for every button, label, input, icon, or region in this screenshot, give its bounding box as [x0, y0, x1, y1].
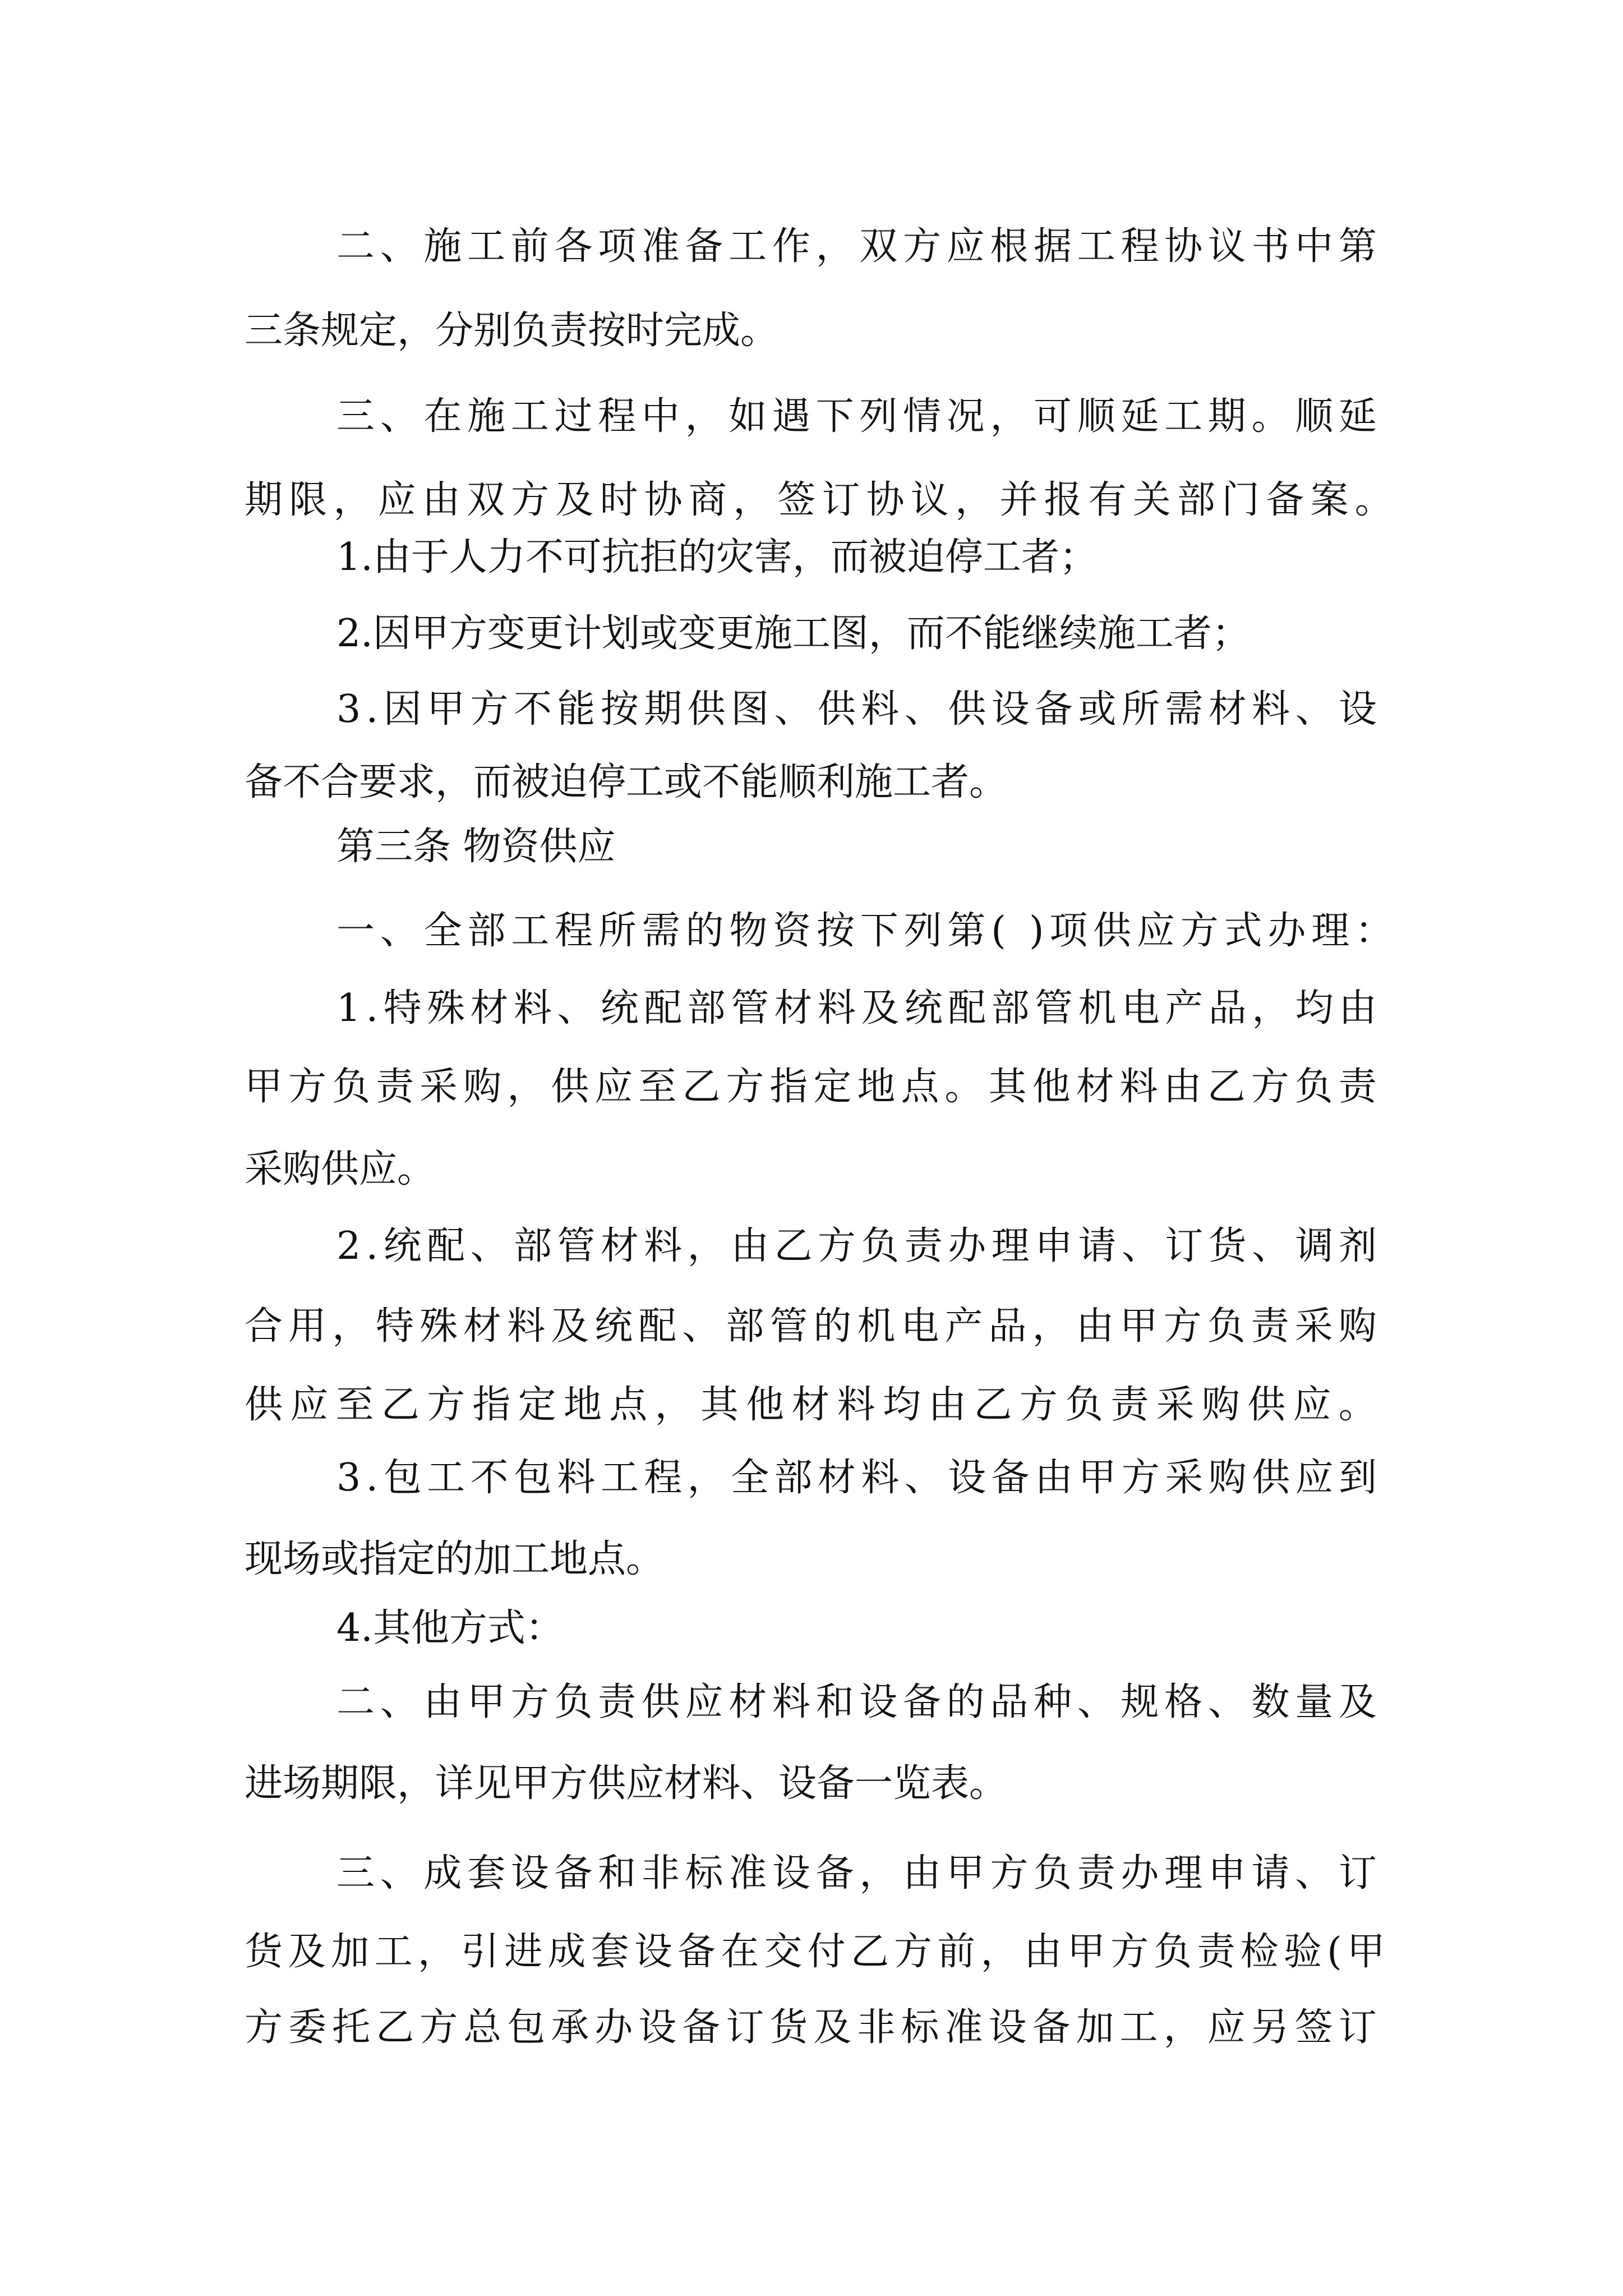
paragraph-line: 3 . 因 甲 方 不 能 按 期 供 图 、 供 料 、 供 设 备 或 所 需 材 料 、 设: [336, 687, 1377, 731]
paragraph-line: 方 委 托 乙 方 总 包 承 办 设 备 订 货 及 非 标 准 设 备 加 工 ， 应 另 签 订: [245, 2005, 1377, 2050]
paragraph-line: 三 、 成 套 设 备 和 非 标 准 设 备 ， 由 甲 方 负 责 办 理 申 请 、 订: [336, 1851, 1377, 1895]
paragraph-line: 4.其他方式：: [336, 1606, 564, 1650]
paragraph-line: 2.因甲方变更计划或变更施工图，而不能继续施工者；: [336, 611, 1250, 656]
paragraph-line: 一 、 全 部 工 程 所 需 的 物 资 按 下 列 第 ( ) 项 供 应 方 式 办 理 ：: [336, 909, 1393, 953]
paragraph-line: 备不合要求，而被迫停工或不能顺利施工者。: [245, 760, 1008, 804]
paragraph-line: 三条规定，分别负责按时完成。: [245, 309, 779, 353]
paragraph-line: 进场期限，详见甲方供应材料、设备一览表。: [245, 1761, 1008, 1806]
paragraph-line: 甲 方 负 责 采 购 ， 供 应 至 乙 方 指 定 地 点 。 其 他 材 料 由 乙 方 负 责: [245, 1065, 1377, 1109]
paragraph-line: 期 限 ， 应 由 双 方 及 时 协 商 ， 签 订 协 议 ， 并 报 有 关 部 门 备 案 。: [245, 478, 1393, 522]
section-heading: 第三条 物资供应: [336, 825, 616, 869]
paragraph-line: 二 、 由 甲 方 负 责 供 应 材 料 和 设 备 的 品 种 、 规 格 、 数 量 及: [336, 1680, 1377, 1724]
paragraph-line: 货 及 加 工 ， 引 进 成 套 设 备 在 交 付 乙 方 前 ， 由 甲 方 负 责 检 验 ( 甲: [245, 1930, 1385, 1974]
paragraph-line: 合 用 ， 特 殊 材 料 及 统 配 、 部 管 的 机 电 产 品 ， 由 甲 方 负 责 采 购: [245, 1304, 1377, 1349]
paragraph-line: 1.由于人力不可抗拒的灾害，而被迫停工者；: [336, 535, 1098, 579]
paragraph-line: 3 . 包 工 不 包 料 工 程 ， 全 部 材 料 、 设 备 由 甲 方 采 购 供 应 到: [336, 1456, 1377, 1500]
paragraph-line: 二 、 施 工 前 各 项 准 备 工 作 ， 双 方 应 根 据 工 程 协 议 书 中 第: [336, 224, 1377, 269]
paragraph-line: 三 、 在 施 工 过 程 中 ， 如 遇 下 列 情 况 ， 可 顺 延 工 期 。 顺 延: [336, 394, 1377, 439]
paragraph-line: 1 . 特 殊 材 料 、 统 配 部 管 材 料 及 统 配 部 管 机 电 产 品 ， 均 由: [336, 986, 1377, 1030]
paragraph-line: 供 应 至 乙 方 指 定 地 点 ， 其 他 材 料 均 由 乙 方 负 责 采 购 供 应 。: [245, 1383, 1377, 1427]
paragraph-line: 采购供应。: [245, 1147, 436, 1191]
paragraph-line: 现场或指定的加工地点。: [245, 1537, 665, 1581]
paragraph-line: 2 . 统 配 、 部 管 材 料 ， 由 乙 方 负 责 办 理 申 请 、 订 货 、 调 剂: [336, 1224, 1377, 1268]
